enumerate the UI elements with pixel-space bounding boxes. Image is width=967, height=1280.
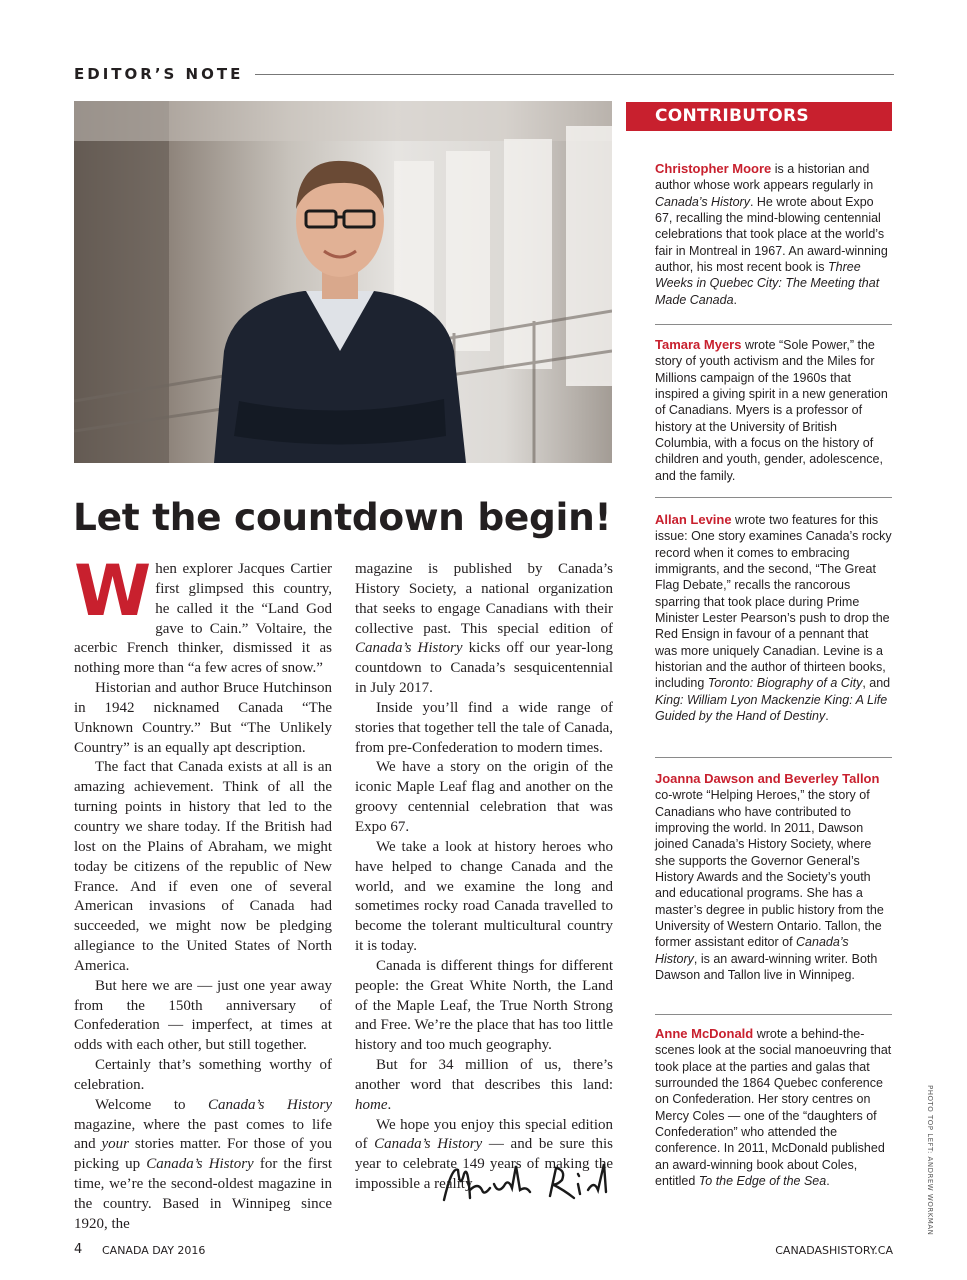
section-header bbox=[74, 64, 894, 84]
paragraph: We have a story on the origin of the iconic Maple Leaf flag and another on the groovy centennial celebration that was Expo 67. bbox=[355, 759, 613, 835]
paragraph: magazine is published by Canada’s History Society, a national organization that seeks to engage Canadians with their collective past. This special edition of Canada’s History kicks off our year-long countdown to Canada’s sesquicentennial in July 2017. bbox=[355, 561, 613, 697]
contributor-entry: Tamara Myers wrote “Sole Power,” the story of youth activism and the Miles for Millions campaign of the 1960s that inspired a giving spirit in a new generation of Canadians. Myers is a professor of history at the University of British Columbia, with a focus on the history of children and youth, gender, adolescence, and the family. bbox=[655, 337, 888, 483]
editor-photo-illustration bbox=[74, 101, 612, 463]
paragraph: We take a look at history heroes who have helped to change Canada and the world, and we examine the long and sometimes rocky road Canada travelled to become the tolerant multicultural country it is today. bbox=[355, 838, 613, 955]
paragraph: Inside you’ll find a wide range of stories that together tell the tale of Canada, from pre-Confederation to modern times. bbox=[355, 699, 613, 756]
drop-cap: W bbox=[74, 550, 152, 632]
paragraph: But here we are — just one year away from the 150th anniversary of Confederation — imperfect, at times at odds with each other, but still together. bbox=[74, 977, 332, 1054]
editor-signature bbox=[438, 1160, 618, 1210]
contributor-name: Tamara Myers bbox=[655, 337, 742, 352]
contributor-divider bbox=[655, 324, 892, 325]
article-column-middle bbox=[355, 560, 613, 1195]
contributors-heading: CONTRIBUTORS bbox=[626, 102, 892, 131]
paragraph: But for 34 million of us, there’s another word that describes this land: home. bbox=[355, 1057, 613, 1113]
contributor-divider bbox=[655, 497, 892, 498]
section-rule bbox=[255, 74, 894, 75]
article-column-left bbox=[74, 550, 333, 1235]
contributor-name: Anne McDonald bbox=[655, 1026, 754, 1041]
contributor-entry: Anne McDonald wrote a behind-the-scenes look at the social manoeuvring that took place at the parties and galas that surrounded the 1864 Quebec conference on Confederation. Her story centres on Mercy Coles — one of the “daughters of Confederation” who attended the conference. In 2011, McDonald published an award-winning book about Coles, entitled To the Edge of the Sea. bbox=[655, 1026, 892, 1189]
contributor-name: Allan Levine bbox=[655, 512, 732, 527]
contributor-entry: Allan Levine wrote two features for this issue: One story examines Canada’s rocky record when it comes to embracing immigrants, and the second, “The Great Flag Debate,” recalls the rancorous sparring that took place during Prime Minister Lester Pearson’s push to drop the Red Ensign in favour of a pennant that was more uniquely Canadian. Levine is a historian and the author of thirteen books, including Toronto: Biography of a City, and King: William Lyon Mackenzie King: A Life Guided by the Hand of Destiny. bbox=[655, 512, 892, 724]
article-headline: Let the countdown begin! bbox=[73, 495, 612, 539]
paragraph: When explorer Jacques Cartier first glimpsed this country, he called it the “Land God gave to Cain.” Voltaire, the acerbic French thinker, dismissed it as nothing more than “a few acres of snow.” bbox=[74, 550, 332, 677]
website-label: CANADASHISTORY.CA bbox=[775, 1244, 893, 1257]
paragraph: We hope you enjoy this special edition of Canada’s History — and be sure this year to celebrate 149 years of making the impossible a reality. bbox=[355, 1116, 613, 1193]
paragraph: Certainly that’s something worthy of celebration. bbox=[74, 1057, 332, 1093]
issue-label: CANADA DAY 2016 bbox=[102, 1244, 206, 1257]
contributor-divider bbox=[655, 757, 892, 758]
editor-photo bbox=[74, 101, 612, 463]
photo-credit: PHOTO TOP LEFT: ANDREW WORKMAN bbox=[926, 1085, 934, 1236]
contributor-entry: Christopher Moore is a historian and author whose work appears regularly in Canada’s History. He wrote about Expo 67, recalling the mind-blowing centennial celebrations that took place at the world’s fair in Montreal in 1967. An award-winning author, his most recent book is Three Weeks in Quebec City: The Meeting that Made Canada. bbox=[655, 161, 888, 307]
paragraph: Welcome to Canada’s History magazine, where the past comes to life and your stories matter. For those of you picking up Canada’s History for the first time, we’re the second-oldest magazine in the country. Based in Winnipeg since 1920, the bbox=[74, 1096, 333, 1232]
section-label: EDITOR’S NOTE bbox=[74, 65, 244, 83]
paragraph: Canada is different things for different people: the Great White North, the Land of the Maple Leaf, the True North Strong and Free. We’re the place that has too little history and too much geography. bbox=[355, 957, 613, 1054]
contributor-entry: Joanna Dawson and Beverley Tallon co-wrote “Helping Heroes,” the story of Canadians who have contributed to improving the world. In 2011, Dawson joined Canada’s History Society, where she supports the Governor General’s History Awards and the Society’s youth and educational programs. She has a master’s degree in public history from the University of Western Ontario. Tallon, the former assistant editor of Canada’s History, is an award-winning writer. Both Dawson and Tallon live in Winnipeg. bbox=[655, 771, 884, 983]
contributor-name: Joanna Dawson and Beverley Tallon bbox=[655, 771, 880, 786]
paragraph: Historian and author Bruce Hutchinson in 1942 nicknamed Canada “The Unknown Country.” But “The Unlikely Country” is an equally apt description. bbox=[74, 680, 332, 756]
contributor-name: Christopher Moore bbox=[655, 161, 772, 176]
contributor-divider bbox=[655, 1014, 892, 1015]
paragraph: The fact that Canada exists at all is an amazing achievement. Think of all the turning points in history that led to the country we share today. If the British had lost on the Plains of Abraham, we might today be citizens of the republic of New France. And if even one of several American invasions of Canada had succeeded, we might now be pledging allegiance to the United States of North America. bbox=[74, 759, 332, 974]
page-number: 4 bbox=[74, 1242, 83, 1257]
